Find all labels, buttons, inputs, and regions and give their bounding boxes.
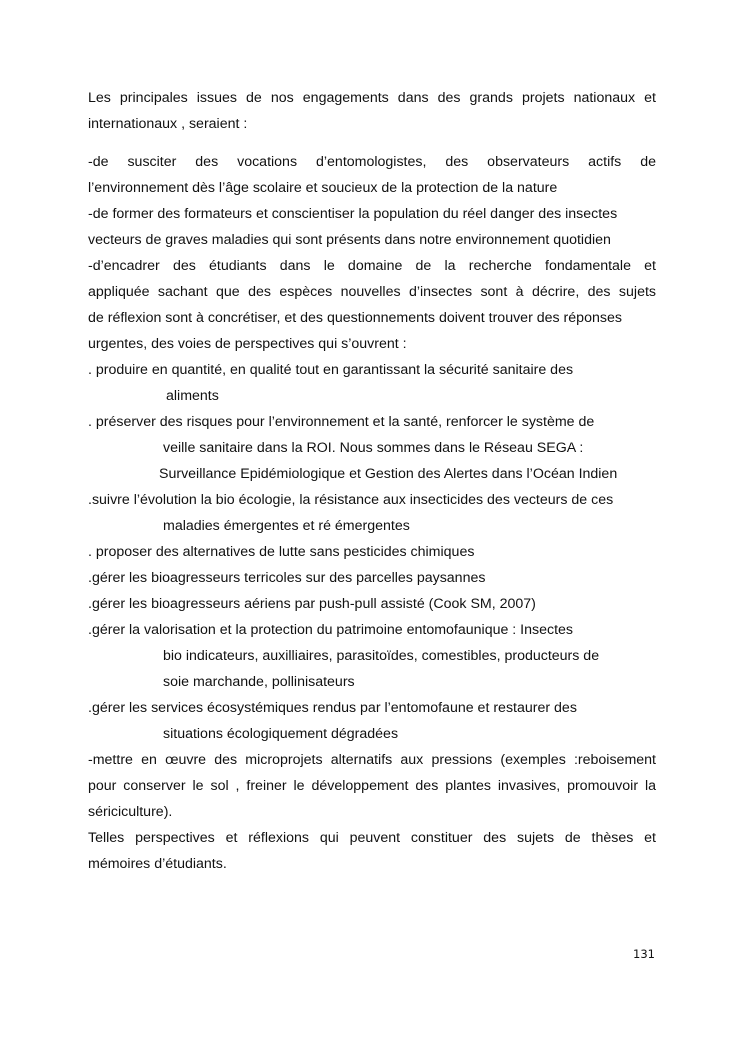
perspective-6: .gérer les bioagresseurs aériens par push-pull assisté (Cook SM, 2007) (88, 596, 536, 612)
perspective-8: .gérer les services écosystémiques rendus par l’entomofaune et restaurer des (88, 700, 577, 716)
perspective-1: . produire en quantité, en qualité tout en garantissant la sécurité sanitaire des (88, 362, 574, 378)
perspective-1-cont: aliments (166, 388, 219, 404)
intro-line-2: internationaux , seraient : (88, 116, 248, 132)
conclusion-line-2: mémoires d’étudiants. (88, 856, 227, 872)
perspective-3: .suivre l’évolution la bio écologie, la résistance aux insecticides des vecteurs de ces (88, 492, 614, 508)
conclusion-line-1: Telles perspectives et réflexions qui peuvent constituer des sujets de thèses et (88, 830, 656, 846)
page-number: 131 (633, 947, 655, 961)
perspective-4: . proposer des alternatives de lutte sans pesticides chimiques (88, 544, 475, 560)
item-etudiants-line-3: de réflexion sont à concrétiser, et des questionnements doivent trouver des réponses (88, 310, 622, 326)
microprojets-line-2: pour conserver le sol , freiner le développement des plantes invasives, promouvoir la (88, 778, 656, 794)
item-vocations-line-1: -de susciter des vocations d’entomologistes, des observateurs actifs de (88, 154, 656, 170)
perspective-7: .gérer la valorisation et la protection du patrimoine entomofaunique : Insectes (88, 622, 574, 638)
perspective-7-cont: bio indicateurs, auxilliaires, parasitoïdes, comestibles, producteurs de (163, 648, 600, 664)
perspective-2-cont: veille sanitaire dans la ROI. Nous sommes dans le Réseau SEGA : (163, 440, 584, 456)
perspective-5: .gérer les bioagresseurs terricoles sur des parcelles paysannes (88, 570, 486, 586)
perspective-2-cont-2: Surveillance Epidémiologique et Gestion des Alertes dans l’Océan Indien (159, 466, 618, 482)
intro-line-1: Les principales issues de nos engagements dans des grands projets nationaux et (88, 90, 656, 106)
item-etudiants-line-4: urgentes, des voies de perspectives qui s’ouvrent : (88, 336, 407, 352)
perspective-2: . préserver des risques pour l’environnement et la santé, renforcer le système de (88, 414, 595, 430)
item-formateurs-line-2: vecteurs de graves maladies qui sont présents dans notre environnement quotidien (88, 232, 611, 248)
microprojets-line-1: -mettre en œuvre des microprojets alternatifs aux pressions (exemples :reboisement (88, 752, 656, 768)
item-formateurs-line-1: -de former des formateurs et conscientiser la population du réel danger des insectes (88, 206, 618, 222)
item-vocations-line-2: l’environnement dès l’âge scolaire et soucieux de la protection de la nature (88, 180, 558, 196)
microprojets-line-3: sériciculture). (88, 804, 173, 820)
perspective-7-cont-2: soie marchande, pollinisateurs (163, 674, 355, 690)
item-etudiants-line-1: -d’encadrer des étudiants dans le domaine de la recherche fondamentale et (88, 258, 656, 274)
item-etudiants-line-2: appliquée sachant que des espèces nouvelles d’insectes sont à décrire, des sujets (88, 284, 656, 300)
perspective-8-cont: situations écologiquement dégradées (163, 726, 399, 742)
perspective-3-cont: maladies émergentes et ré émergentes (163, 518, 410, 534)
